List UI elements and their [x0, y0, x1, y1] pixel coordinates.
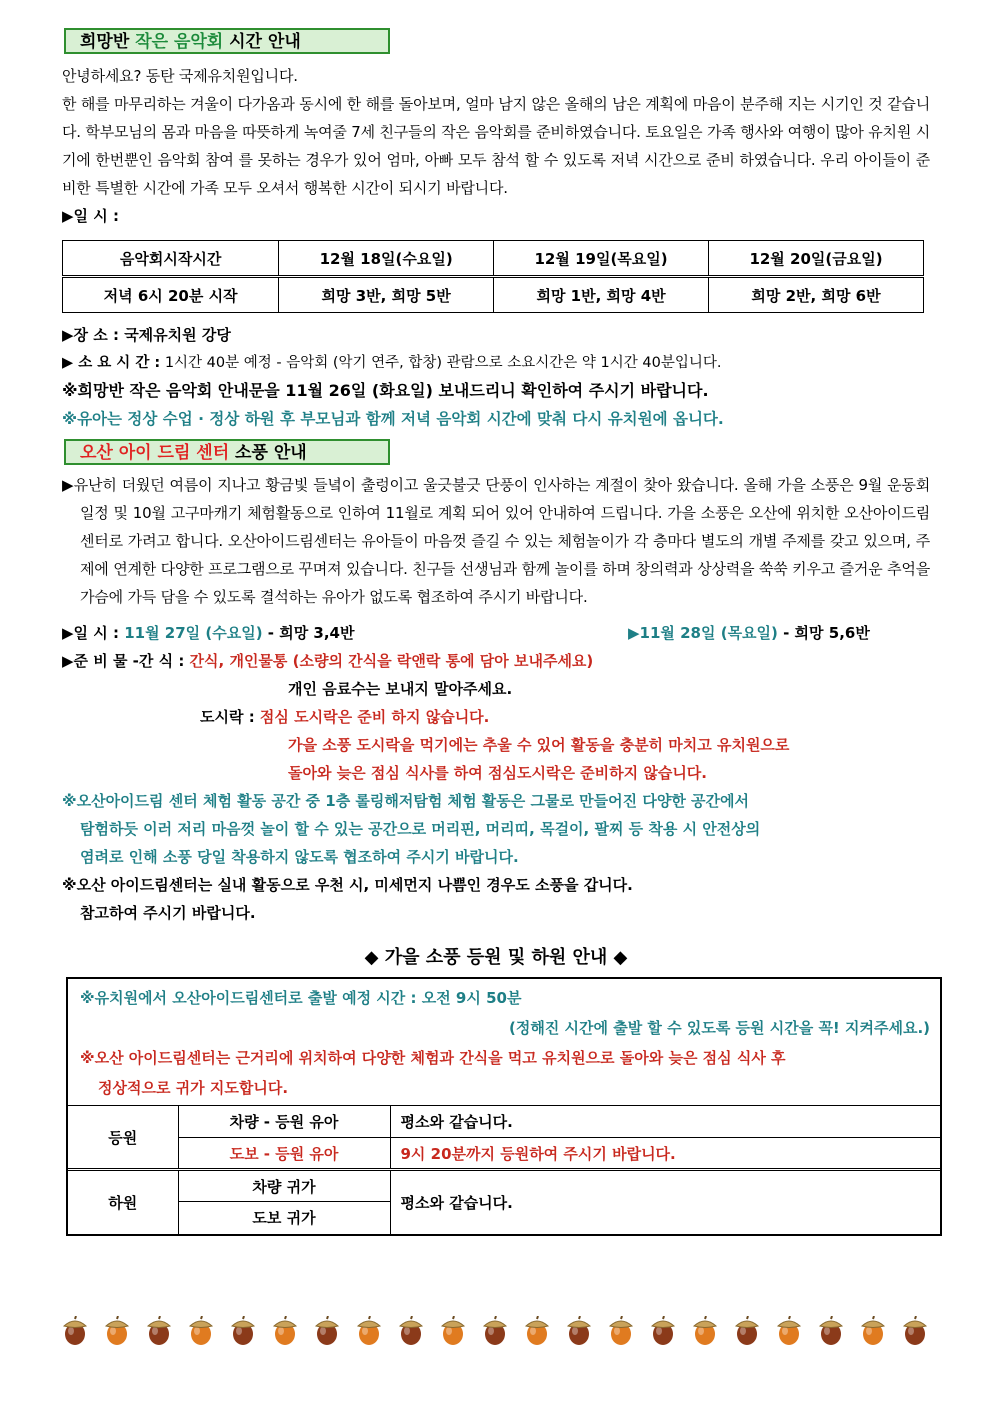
- return-note-l2: 정상적으로 귀가 지도합니다.: [98, 1079, 289, 1097]
- trip-date2-class: - 희망 5,6반: [777, 624, 870, 642]
- section1-greeting: 안녕하세요? 동탄 국제유치원입니다.: [62, 67, 298, 85]
- section2-intro: ▶유난히 더웠던 여름이 지나고 황금빛 들녘이 출렁이고 울긋불긋 단풍이 인사하는 계절이 찾아 왔습니다. 올해 가을 소풍은 9월 운동회 일정 및 10월 고구마캐기 체험활동으로 인하여 11월로 계획 되어 있어 안내하여 드립니다. 가을 소풍은 오산에 위치한 오산아이드림센터로 가려고 합니다. 오산아이드림센터는 유아들이 마음껏 즐길 수 있는 체험놀이가 각 층마다 별도의 개별 주제를 갖고 있으며, 주제에 연계한 다양한 프로그램으로 꾸며져 있습니다. 친구들 선생님과 함께 놀이를 하며 창의력과 상상력을 쑥쑥 키우고 즐거운 추억을 가슴에 가득 담을 수 있도록 결석하는 유아가 없도록 협조하여 주시기 바랍니다.: [62, 476, 930, 606]
- attendance-notes: [68, 979, 940, 1105]
- section2-dates: [62, 619, 930, 647]
- trip-date1-class: - 희망 3,4반: [262, 624, 355, 642]
- arrive-walk-value: 9시 20분까지 등원하여 주시기 바랍니다.: [390, 1138, 940, 1170]
- acorn-icon: [776, 1316, 802, 1346]
- acorn-icon: [524, 1316, 550, 1346]
- acorn-icon: [314, 1316, 340, 1346]
- depart-note: (정해진 시간에 출발 할 수 있도록 등원 시간을 꼭! 지켜주세요.): [508, 1019, 930, 1037]
- section2-note1-l1: ※오산아이드림 센터 체험 활동 공간 중 1층 롤링해저탐험 체험 활동은 그물로 만들어진 다양한 공간에서: [62, 792, 750, 810]
- section1-date-label: ▶일 시 :: [62, 207, 119, 225]
- acorn-icon: [398, 1316, 424, 1346]
- trip-date-label: ▶일 시 :: [62, 624, 119, 642]
- acorn-icon: [902, 1316, 928, 1346]
- lunch-detail2: 돌아와 늦은 점심 식사를 하여 점심도시락은 준비하지 않습니다.: [288, 764, 707, 782]
- leave-bus: 차량 귀가: [178, 1170, 390, 1202]
- section2-lunch: [62, 703, 930, 731]
- acorn-border: [62, 1316, 942, 1350]
- lunch-label: 도시락 :: [200, 708, 255, 726]
- section1-title: [64, 28, 390, 54]
- schedule-cell: 희망 1반, 희망 4반: [494, 277, 709, 313]
- arrive-walk: 도보 - 등원 유아: [178, 1138, 390, 1170]
- section2-title-a: 오산 아이 드림 센터: [80, 443, 230, 463]
- acorn-icon: [62, 1316, 88, 1346]
- lunch-value: 점심 도시락은 준비 하지 않습니다.: [254, 708, 490, 726]
- acorn-icon: [104, 1316, 130, 1346]
- acorn-icon: [482, 1316, 508, 1346]
- schedule-cell: 저녁 6시 20분 시작: [63, 277, 279, 313]
- acorn-icon: [188, 1316, 214, 1346]
- place-value: 국제유치원 강당: [118, 326, 231, 344]
- acorn-icon: [734, 1316, 760, 1346]
- trip-date2: ▶11월 28일 (목요일): [628, 624, 778, 642]
- section1-note2: ※유아는 정상 수업 · 정상 하원 후 부모님과 함께 저녁 음악회 시간에 맞춰 다시 유치원에 옵니다.: [62, 410, 724, 428]
- schedule-cell: 희망 3반, 희망 5반: [279, 277, 494, 313]
- leave-label: 하원: [68, 1170, 178, 1234]
- section1-intro: 한 해를 마무리하는 겨울이 다가옴과 동시에 한 해를 돌아보며, 얼마 남지 않은 올해의 남은 계획에 마음이 분주해 지는 시기인 것 같습니다. 학부모님의 몸과 마음을 따뜻하게 녹여줄 7세 친구들의 작은 음악회를 준비하였습니다. 토요일은 가족 행사와 여행이 많아 유치원 시기에 한번뿐인 음악회 참여 를 못하는 경우가 있어 엄마, 아빠 모두 참석 할 수 있도록 저녁 시간으로 준비 하였습니다. 우리 아이들이 준비한 특별한 시간에 가족 모두 오셔서 행복한 시간이 되시기 바랍니다.: [62, 95, 930, 197]
- acorn-icon: [566, 1316, 592, 1346]
- prep-value: 간식, 개인물통 (소량의 간식을 락앤락 통에 담아 보내주세요): [184, 652, 594, 670]
- attendance-box: [66, 977, 942, 1236]
- attendance-table: [68, 1105, 940, 1234]
- leave-value: 평소와 같습니다.: [390, 1170, 940, 1234]
- lunch-detail1: 가을 소풍 도시락을 먹기에는 추울 수 있어 활동을 충분히 마치고 유치원으로: [288, 736, 790, 754]
- section3-title: ◆ 가을 소풍 등원 및 하원 안내 ◆: [364, 947, 628, 968]
- acorn-icon: [230, 1316, 256, 1346]
- section2-prep: [62, 647, 930, 675]
- section2-note2-l2: 참고하여 주시기 바랍니다.: [80, 904, 256, 922]
- acorn-icon: [356, 1316, 382, 1346]
- acorn-icon: [440, 1316, 466, 1346]
- acorn-icon: [272, 1316, 298, 1346]
- acorn-icon: [860, 1316, 886, 1346]
- depart-time: ※유치원에서 오산아이드림센터로 출발 예정 시간 : 오전 9시 50분: [80, 989, 522, 1007]
- section2-note1-l2: 탐험하듯 이러 저리 마음껏 놀이 할 수 있는 공간으로 머리핀, 머리띠, 목걸이, 팔찌 등 착용 시 안전상의: [80, 820, 761, 838]
- acorn-icon: [692, 1316, 718, 1346]
- acorn-icon: [608, 1316, 634, 1346]
- prep-value2: 개인 음료수는 보내지 말아주세요.: [288, 680, 513, 698]
- arrive-label: 등원: [68, 1106, 178, 1170]
- acorn-icon: [650, 1316, 676, 1346]
- place-label: ▶장 소 :: [62, 326, 119, 344]
- acorn-icon: [818, 1316, 844, 1346]
- arrive-bus-value: 평소와 같습니다.: [390, 1106, 940, 1138]
- section2-note2-l1: ※오산 아이드림센터는 실내 활동으로 우천 시, 미세먼지 나쁨인 경우도 소풍을 갑니다.: [62, 876, 633, 894]
- schedule-header-cell: 12월 18일(수요일): [279, 241, 494, 277]
- schedule-header-cell: 음악회시작시간: [63, 241, 279, 277]
- arrive-bus: 차량 - 등원 유아: [178, 1106, 390, 1138]
- section2-title-b: 소풍 안내: [229, 443, 307, 463]
- schedule-header-cell: 12월 19일(목요일): [494, 241, 709, 277]
- leave-walk: 도보 귀가: [178, 1202, 390, 1234]
- section2-title: [64, 439, 390, 465]
- concert-schedule-table: [62, 240, 924, 313]
- duration-label: ▶ 소 요 시 간 :: [62, 355, 161, 371]
- section1-title-a: 희망반: [80, 32, 136, 52]
- prep-label: ▶준 비 물 -간 식 :: [62, 652, 185, 670]
- section2-note1-l3: 염려로 인해 소풍 당일 착용하지 않도록 협조하여 주시기 바랍니다.: [80, 848, 519, 866]
- section1-duration: [62, 349, 930, 377]
- section1-place: [62, 321, 930, 349]
- section1-title-b: 작은 음악회: [135, 32, 224, 52]
- return-note-l1: ※오산 아이드림센터는 근거리에 위치하여 다양한 체험과 간식을 먹고 유치원으로 돌아와 늦은 점심 식사 후: [80, 1049, 786, 1067]
- trip-date2-wrap: [628, 619, 870, 647]
- duration-value: 1시간 40분 예정 - 음악회 (악기 연주, 합창) 관람으로 소요시간은 약 1시간 40분입니다.: [160, 355, 722, 371]
- section1-note1: ※희망반 작은 음악회 안내문을 11월 26일 (화요일) 보내드리니 확인하여 주시기 바랍니다.: [62, 381, 709, 400]
- schedule-cell: 희망 2반, 희망 6반: [709, 277, 924, 313]
- acorn-icon: [146, 1316, 172, 1346]
- schedule-header-cell: 12월 20일(금요일): [709, 241, 924, 277]
- section1-title-c: 시간 안내: [223, 32, 301, 52]
- trip-date1: 11월 27일 (수요일): [118, 624, 263, 642]
